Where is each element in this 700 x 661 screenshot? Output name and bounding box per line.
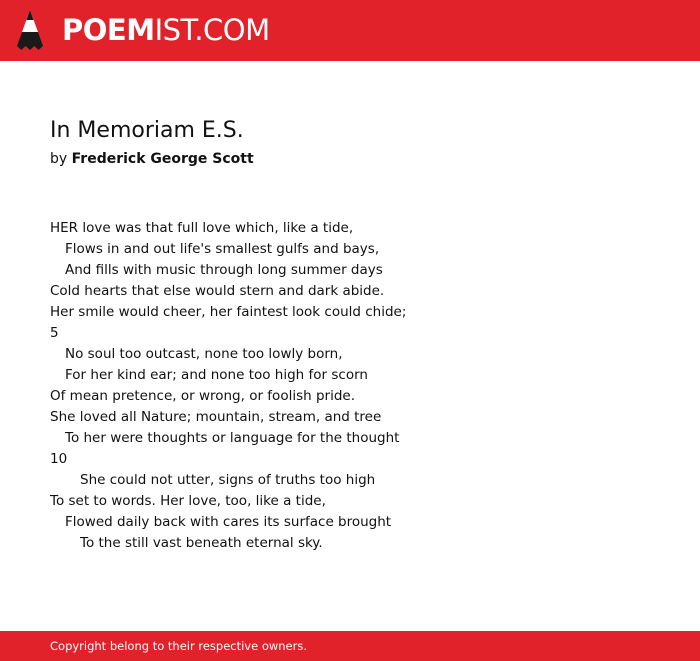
logo-light-text: IST.COM bbox=[154, 13, 270, 47]
byline bbox=[50, 148, 254, 170]
logo-bold-text: POEM bbox=[62, 13, 155, 47]
poem-body bbox=[50, 218, 406, 554]
site-header bbox=[0, 0, 700, 61]
poem-line: To set to words. Her love, too, like a tide, bbox=[50, 493, 326, 509]
line-number: 5 bbox=[50, 325, 59, 341]
poem-line: Flows in and out life's smallest gulfs and bays, bbox=[65, 241, 380, 257]
poem-line: She could not utter, signs of truths too high bbox=[80, 472, 376, 488]
site-footer bbox=[0, 631, 700, 661]
poem-line: Of mean pretence, or wrong, or foolish pride. bbox=[50, 388, 355, 404]
site-logo-link[interactable] bbox=[62, 12, 270, 48]
copyright-text: Copyright belong to their respective owners. bbox=[50, 639, 308, 653]
poem-line: Flowed daily back with cares its surface brought bbox=[65, 514, 392, 530]
poem-line: Her smile would cheer, her faintest look could chide; bbox=[50, 304, 407, 320]
poem-line: No soul too outcast, none too lowly born, bbox=[65, 346, 343, 362]
byline-prefix: by bbox=[50, 151, 68, 167]
poem-line: To the still vast beneath eternal sky. bbox=[80, 535, 323, 551]
poem-line: And fills with music through long summer days bbox=[65, 262, 383, 278]
poem-line: She loved all Nature; mountain, stream, and tree bbox=[50, 409, 382, 425]
author-name: Frederick George Scott bbox=[71, 151, 254, 167]
poem-line: HER love was that full love which, like a tide, bbox=[50, 220, 354, 236]
pencil-icon bbox=[17, 10, 43, 52]
poem-line: Cold hearts that else would stern and dark abide. bbox=[50, 283, 385, 299]
poem-title: In Memoriam E.S. bbox=[50, 118, 244, 143]
line-number: 10 bbox=[50, 451, 68, 467]
poem-line: For her kind ear; and none too high for scorn bbox=[65, 367, 368, 383]
poem-line: To her were thoughts or language for the thought bbox=[65, 430, 400, 446]
